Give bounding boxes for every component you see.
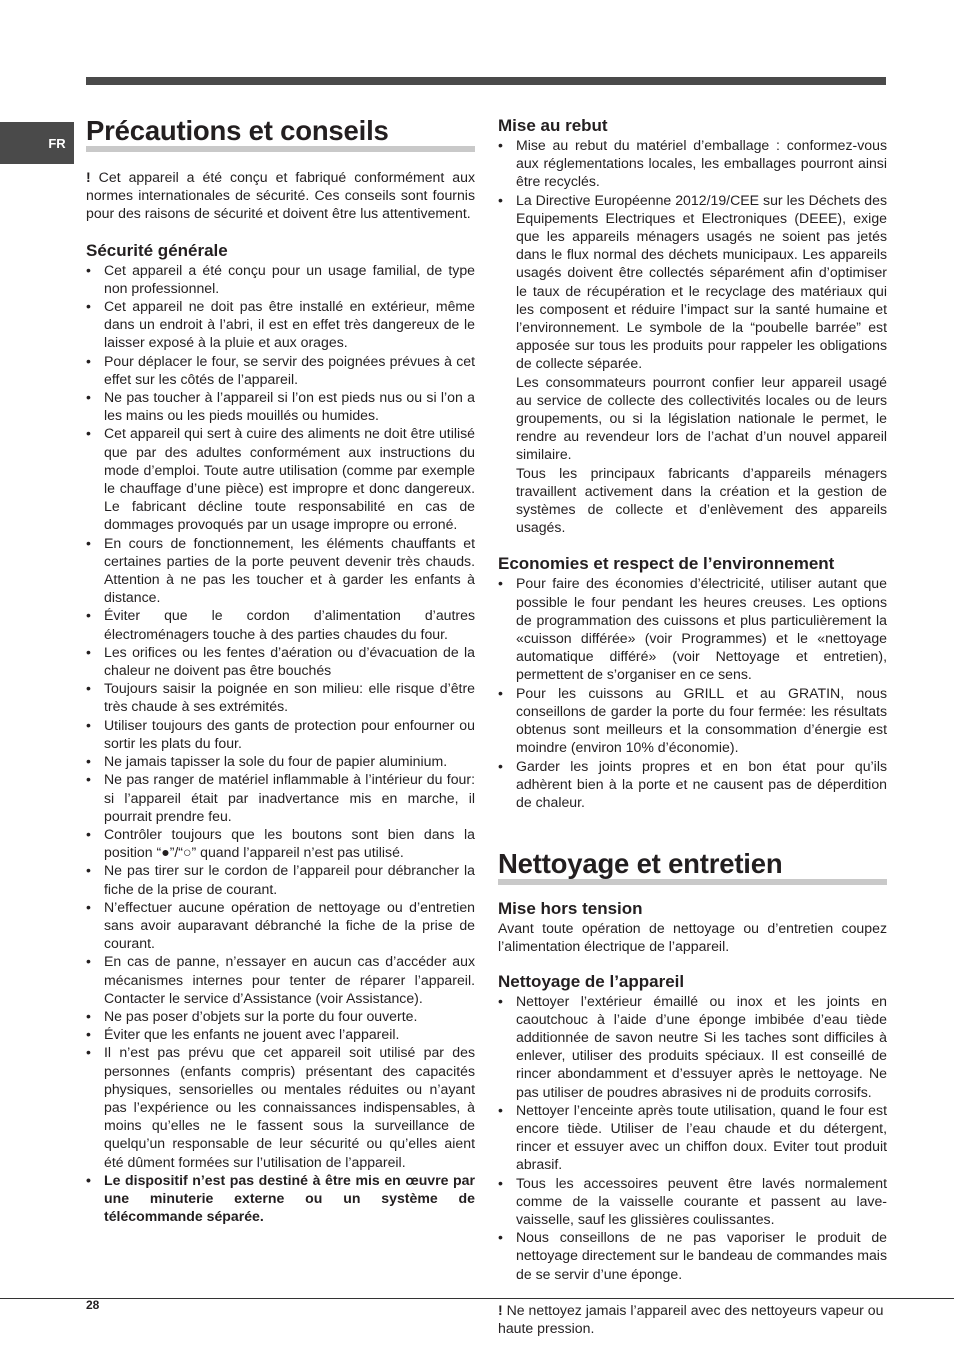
list-item: • Ne pas poser d’objets sur la porte du four ouverte. (86, 1007, 475, 1025)
cleaning-list (498, 992, 887, 1283)
list-item: • Cet appareil ne doit pas être installé en extérieur, même dans un endroit à l’abri, il est en effet très dangereux de le laisser exposé à la pluie et aux orages. (86, 297, 475, 352)
footer-divider (0, 1298, 954, 1299)
list-item: • Cet appareil qui sert à cuire des aliments ne doit être utilisé que par des adultes conformément aux instructions du mode d’emploi. Toute autre utilisation (comme par exemple le chauffage d’une pièce) est impropre et donc dangereux. Le fabricant décline toute responsabilité en cas de dommages provoqués par un usage impropre ou erroné. (86, 424, 475, 533)
list-item: • Éviter que le cordon d’alimentation d’autres électroménagers touche à des parties chaudes du four. (86, 606, 475, 642)
header-bar (86, 77, 886, 85)
language-tab (0, 122, 74, 164)
page-number: 28 (86, 1298, 100, 1312)
warning-icon: ! (86, 169, 91, 185)
section-title-general-safety: Sécurité générale (86, 240, 228, 260)
page-title-cleaning: Nettoyage et entretien (498, 849, 887, 885)
warning-text: Ne nettoyez jamais l’appareil avec des nettoyeurs vapeur ou haute pression. (498, 1301, 884, 1336)
section-title-eco: Economies et respect de l’environnement (498, 554, 835, 574)
list-item: • Pour les cuissons au GRILL et au GRATIN, nous conseillons de garder la porte du four fermée: les résultats obtenus sont meilleurs et la consommation d’énergie est moindre (environ 10% d’économie). (498, 684, 887, 757)
list-item: • Cet appareil a été conçu pour un usage familial, de type non professionnel. (86, 261, 475, 297)
disposal-paragraph: Tous les principaux fabricants d’appareils ménagers travaillent activement dans la création et la gestion de systèmes de collecte et d’enlèvement des appareils usagés. (516, 464, 887, 536)
list-item: • Toujours saisir la poignée en son milieu: elle risque d’être très chaude à ses extrémités. (86, 679, 475, 715)
list-item: • Utiliser toujours des gants de protection pour enfourner ou sortir les plats du four. (86, 716, 475, 752)
list-item: • Tous les accessoires peuvent être lavés normalement comme de la vaisselle courante et passent au lave-vaisselle, sauf les glissières coulissantes. (498, 1174, 887, 1229)
disposal-list (498, 136, 887, 373)
intro-text: Cet appareil a été conçu et fabriqué conformément aux normes internationales de sécurité. Ces conseils sont fournis pour des raisons de sécurité et doivent être lus attentivement. (86, 169, 475, 222)
general-safety-list (86, 261, 475, 1226)
list-item: • Ne jamais tapisser la sole du four de papier aluminium. (86, 752, 475, 770)
eco-list (498, 574, 887, 811)
left-column (86, 116, 475, 1225)
page-title-precautions: Précautions et conseils (86, 116, 475, 152)
list-item: • Pour déplacer le four, se servir des poignées prévues à cet effet sur les côtés de l’appareil. (86, 352, 475, 388)
warning-icon: ! (498, 1301, 503, 1318)
list-item: • Ne pas ranger de matériel inflammable à l’intérieur du four: si l’appareil était par inadvertance mis en marche, il pourrait prendre feu. (86, 770, 475, 825)
section-title-appliance-cleaning: Nettoyage de l’appareil (498, 971, 685, 991)
disposal-paragraph: Les consommateurs pourront confier leur appareil usagé au service de collecte des collectivités locales ou de leurs groupements, ou si la législation nationale le permet, le rendre au revendeur lors de l’achat d’un nouvel appareil similaire. (516, 373, 887, 463)
list-item: • Nettoyer l’extérieur émaillé ou inox et les joints en caoutchouc à l’aide d’une éponge imbibée d’eau tiède additionnée de savon neutre Si les taches sont difficiles à enlever, utiliser des produits spéciaux. Il est conseillé de rincer abondamment et d’essuyer après le nettoyage. Ne pas utiliser de poudres abrasives ni de produits corrosifs. (498, 992, 887, 1101)
language-label: FR (48, 135, 66, 151)
list-item: • N’effectuer aucune opération de nettoyage ou d’entretien sans avoir auparavant débranché la fiche de la prise de courant. (86, 898, 475, 953)
list-item: • Garder les joints propres et en bon état pour qu’ils adhèrent bien à la porte et ne causent pas de déperdition de chaleur. (498, 757, 887, 812)
right-column (498, 116, 887, 1337)
list-item: • Éviter que les enfants ne jouent avec l’appareil. (86, 1025, 475, 1043)
list-item: • Il n’est pas prévu que cet appareil soit utilisé par des personnes (enfants compris) présentant des capacités physiques, sensorielles ou mentales réduites ou n’ayant pas l’expérience ou les connaissances indispensables, à moins qu’elles ne le fassent sous la surveillance de quelqu’un responsable de leur sécurité ou qu’elles aient été dûment formées sur l’utilisation de l’appareil. (86, 1043, 475, 1170)
list-item: • Nettoyer l’enceinte après toute utilisation, quand le four est encore tiède. Utiliser de l’eau chaude et du détergent, rincer et essuyer avec un chiffon doux. Eviter tout produit abrasif. (498, 1101, 887, 1174)
intro-paragraph (86, 168, 475, 223)
list-item: • Mise au rebut du matériel d’emballage : conformez-vous aux réglementations locales, les emballages pourront ainsi être recyclés. (498, 136, 887, 191)
list-item: • En cas de panne, n’essayer en aucun cas d’accéder aux mécanismes internes pour tenter de réparer l’appareil. Contacter le service d’Assistance (voir Assistance). (86, 952, 475, 1007)
power-off-text: Avant toute opération de nettoyage ou d’entretien coupez l’alimentation électrique de l’appareil. (498, 920, 887, 955)
section-title-disposal: Mise au rebut (498, 116, 608, 135)
list-item: • Pour faire des économies d’électricité, utiliser autant que possible le four pendant les heures creuses. Les options de programmation des cuissons et plus particulièrement la «cuisson différée» (voir Programmes) et le «nettoyage automatique différé» (voir Nettoyage et entretien), permettent de s’organiser en ce sens. (498, 574, 887, 683)
section-title-power-off: Mise hors tension (498, 899, 643, 919)
list-item-bold: • Le dispositif n’est pas destiné à être mis en œuvre par une minuterie externe ou un système de télécommande séparée. (86, 1171, 475, 1226)
list-item: • Ne pas tirer sur le cordon de l’appareil pour débrancher la fiche de la prise de courant. (86, 861, 475, 897)
list-item: • Ne pas toucher à l’appareil si l’on est pieds nus ou si l’on a les mains ou les pieds mouillés ou humides. (86, 388, 475, 424)
list-item: • Les orifices ou les fentes d’aération ou d’évacuation de la chaleur ne doivent pas être bouchés (86, 643, 475, 679)
list-item: • Nous conseillons de ne pas vaporiser le produit de nettoyage directement sur le bandeau de commandes mais de se servir d’une éponge. (498, 1228, 887, 1283)
list-item: • Contrôler toujours que les boutons sont bien dans la position “●”/“○” quand l’appareil n’est pas utilisé. (86, 825, 475, 861)
warning-paragraph (498, 1301, 887, 1337)
list-item: • La Directive Européenne 2012/19/CEE sur les Déchets des Equipements Electriques et Electroniques (DEEE), exige que les appareils ménagers usagés ne soient pas jetés dans le flux normal des déchets municipaux. Les appareils usagés doivent être collectés séparément afin d’optimiser le taux de récupération et le recyclage des matériaux qui les composent et réduire l’impact sur la santé humaine et l’environnement. Le symbole de la “poubelle barrée” est apposée sur tous les produits pour rappeler les obligations de collecte séparée. (498, 191, 887, 373)
list-item: • En cours de fonctionnement, les éléments chauffants et certaines parties de la porte peuvent devenir très chauds. Attention à ne pas les toucher et à garder les enfants à distance. (86, 534, 475, 607)
